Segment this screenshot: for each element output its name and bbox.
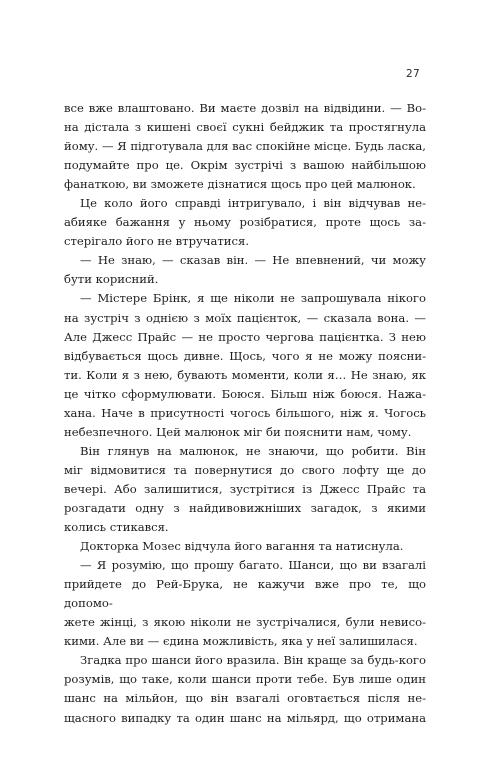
text-line: шанс на мільйон, що він взагалі оговтається після не- (64, 691, 426, 706)
text-line: Він глянув на малюнок, не знаючи, що робити. Він (80, 443, 426, 458)
text-line: небезпечного. Цей малюнок міг би пояснити нам, чому. (64, 424, 412, 439)
text-line: бути корисний. (64, 272, 159, 287)
text-line: Але Джесс Прайс — не просто чергова пацієнтка. З нею (64, 329, 426, 344)
text-line: — Містере Брінк, я ще ніколи не запрошувала нікого (80, 291, 426, 306)
text-line: стерігало його не втручатися. (64, 234, 250, 249)
text-line: вечері. Або залишитися, зустрітися із Джесс Прайс та (64, 481, 426, 496)
text-line: ти. Коли я з нею, бувають моменти, коли я… Не знаю, як (64, 367, 426, 382)
text-line: на дістала з кишені своєї сукні бейджик та простягнула (64, 120, 426, 135)
text-line: абияке бажання у ньому розібратися, проте щось за- (64, 215, 426, 230)
body-text (64, 99, 426, 728)
text-line: — Я розумію, що прошу багато. Шанси, що ви взагалі (80, 558, 426, 573)
text-line: Згадка про шанси його вразила. Він краще за будь-кого (80, 653, 426, 668)
text-line: розумів, що таке, коли шанси проти тебе. Був лише один (64, 672, 426, 687)
text-line: розгадати одну з найдивовижніших загадок, з якими (64, 500, 426, 515)
page-number: 27 (406, 68, 420, 80)
text-line: щасного випадку та один шанс на мільярд, що отримана (64, 710, 426, 725)
text-line: подумайте про це. Окрім зустрічі з вашою найбільшою (64, 158, 426, 173)
text-line: йому. — Я підготувала для вас спокійне місце. Будь ласка, (64, 139, 426, 154)
text-line: хана. Наче в присутності чогось більшого, ніж я. Чогось (64, 405, 426, 420)
text-line: все вже влаштовано. Ви маєте дозвіл на відвідини. — Во- (64, 101, 426, 115)
text-line: колись стикався. (64, 520, 169, 535)
text-line: фанаткою, ви зможете дізнатися щось про цей малюнок. (64, 177, 416, 192)
text-line: прийдете до Рей-Брука, не кажучи вже про те, що допомо- (64, 577, 426, 611)
text-line: кими. Але ви — єдина можливість, яка у неї залишилася. (64, 634, 418, 649)
text-line: на зустріч з однією з моїх пацієнток, — сказала вона. — (64, 310, 426, 325)
text-line: міг відмовитися та повернутися до свого лофту ще до (64, 462, 426, 477)
text-line: Докторка Мозес відчула його вагання та натиснула. (80, 539, 404, 554)
text-line: жете жінці, з якою ніколи не зустрічалися, були невисо- (64, 615, 426, 630)
text-line: Це коло його справді інтригувало, і він відчував не- (80, 196, 426, 211)
text-line: — Не знаю, — сказав він. — Не впевнений, чи можу (80, 253, 426, 268)
text-line: це чітко сформулювати. Боюся. Більш ніж боюся. Нажа- (64, 386, 426, 401)
text-line: відбувається щось дивне. Щось, чого я не можу поясни- (64, 348, 426, 363)
